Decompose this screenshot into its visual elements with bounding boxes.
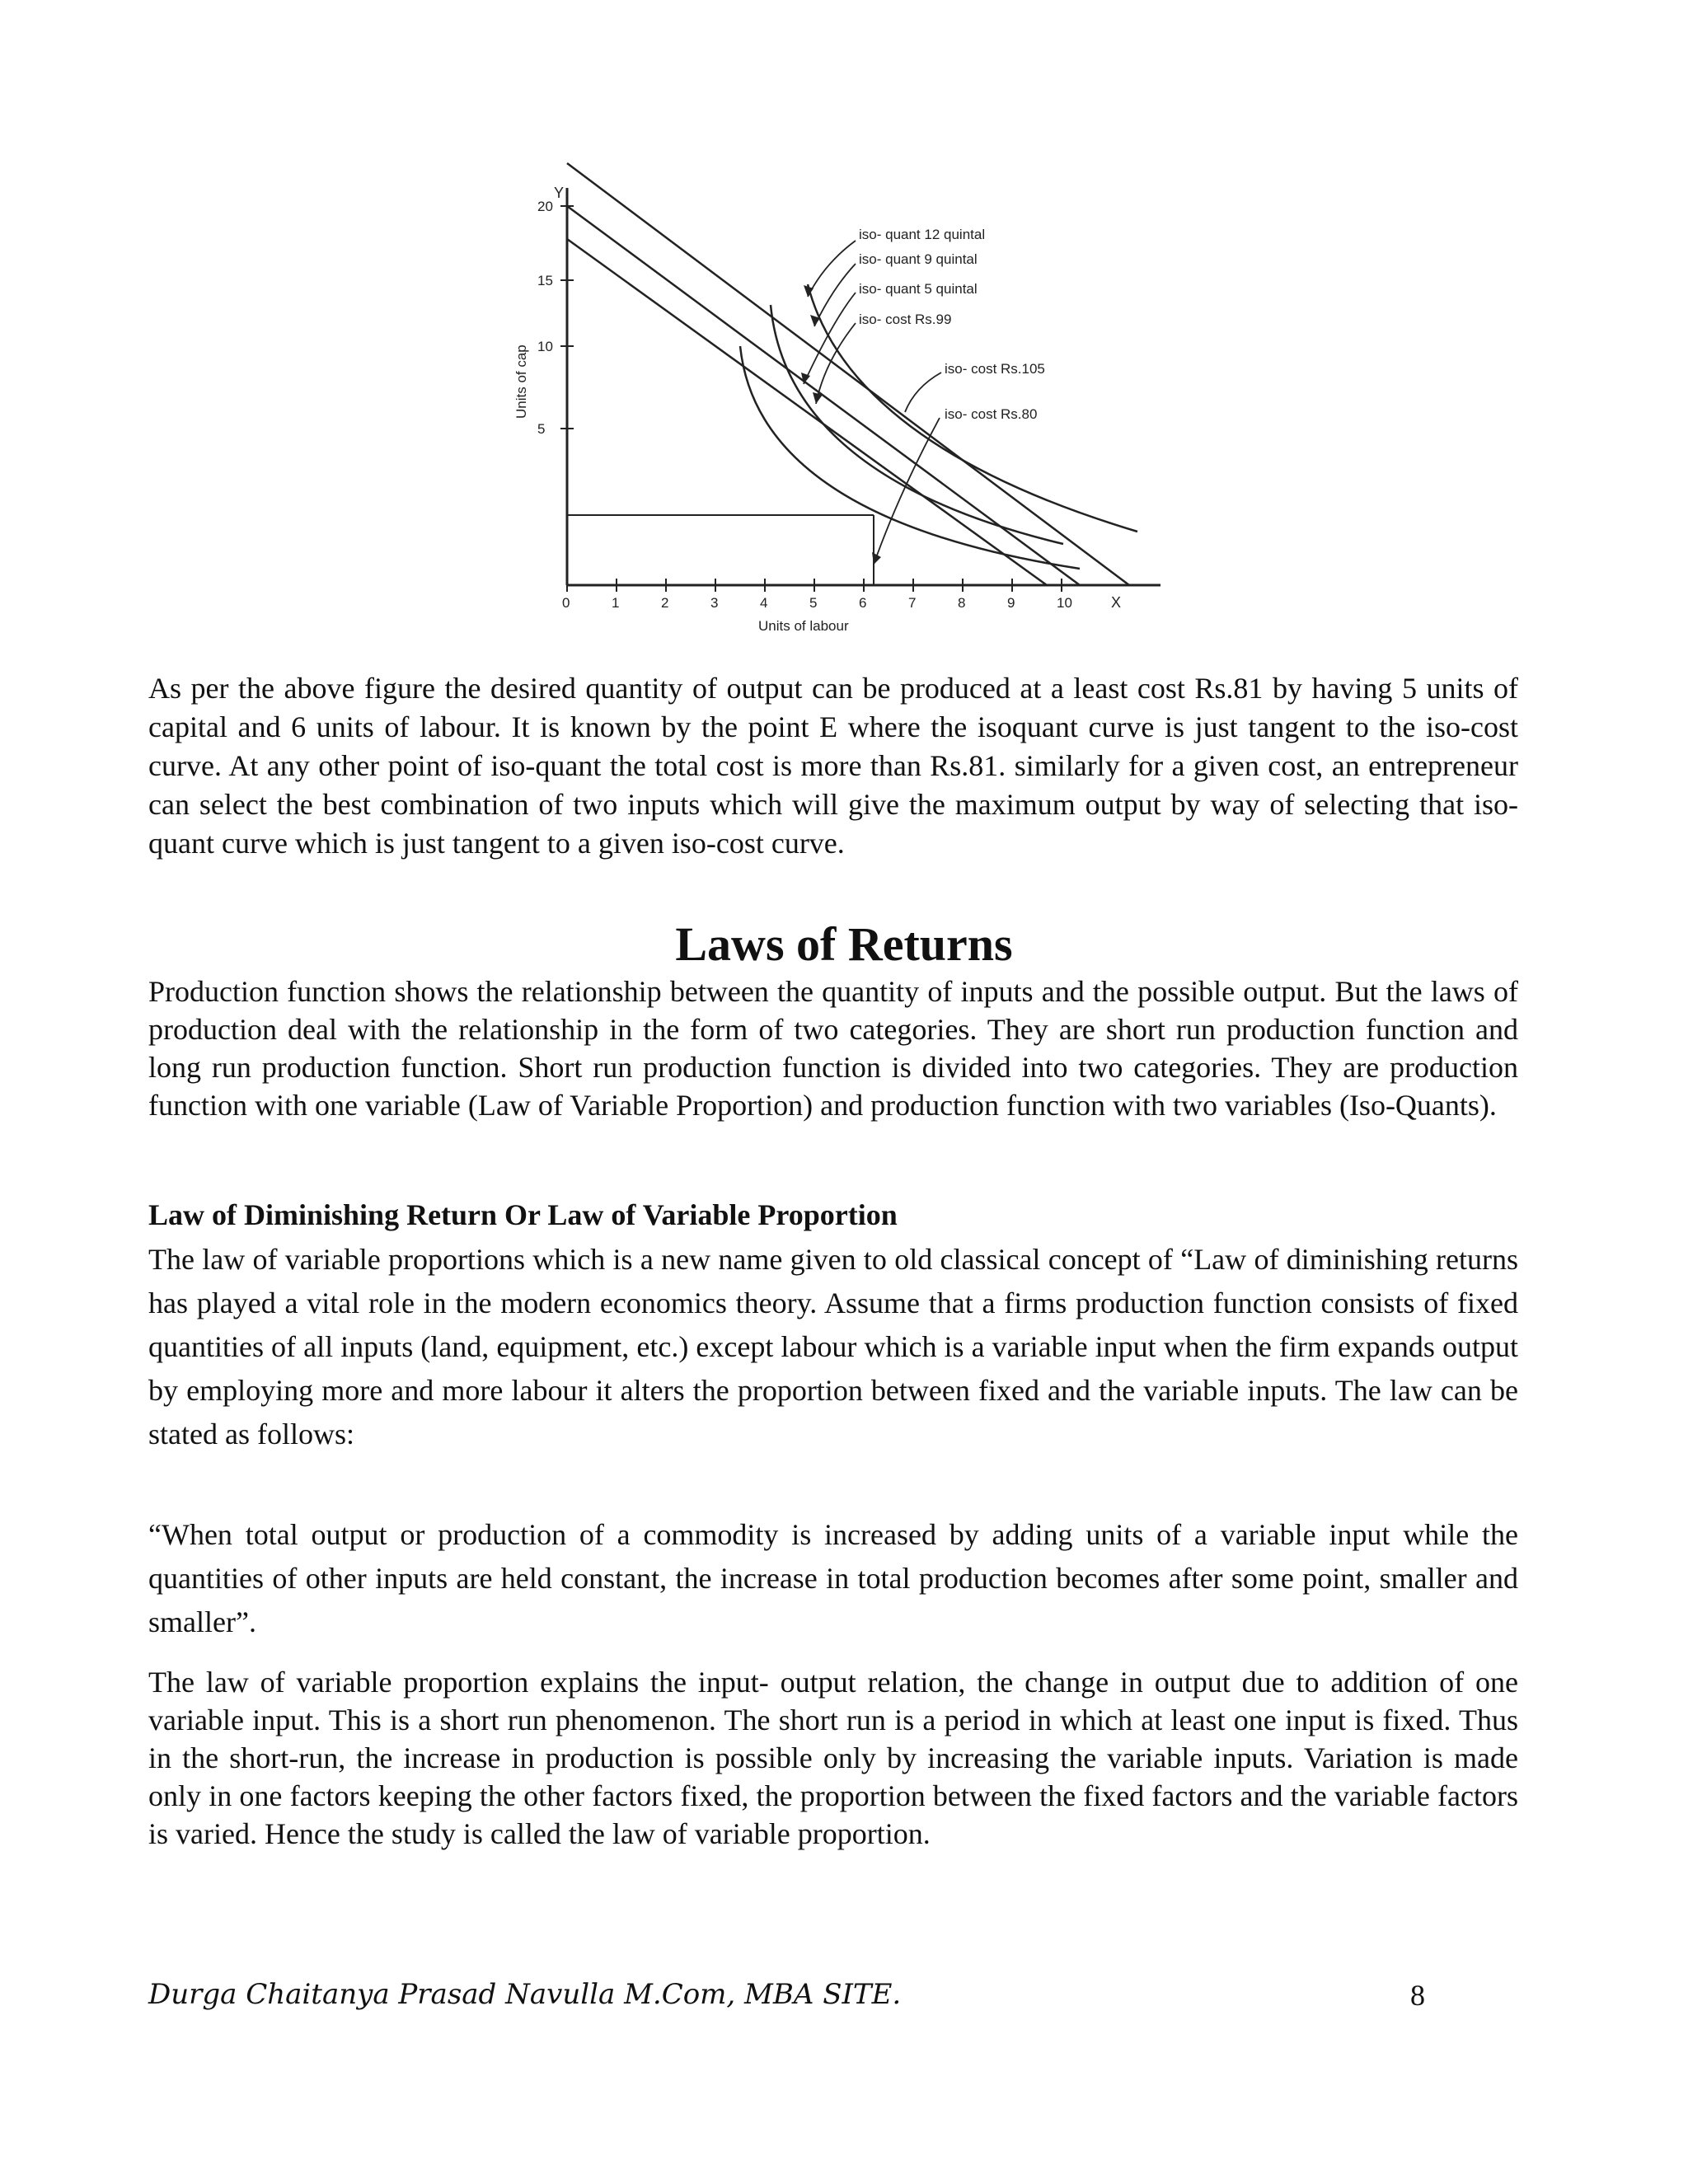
y-axis-title: Units of cap: [513, 344, 529, 419]
arrowhead: [804, 285, 814, 297]
y-tick-label: 20: [537, 199, 553, 214]
label-iso-quant-9: iso- quant 9 quintal: [859, 251, 978, 267]
x-axis-letter: X: [1111, 594, 1122, 611]
leader-ic105: [905, 373, 941, 412]
label-iso-cost-80: iso- cost Rs.80: [945, 406, 1038, 422]
paragraph-law-statement-quote: “When total output or production of a commodity is increased by adding units of a variable input while the quantities of other inputs are held constant, the increase in total production becomes after some point, smaller and smaller”.: [148, 1518, 1518, 1638]
paragraph-least-cost-combination: As per the above figure the desired quantity of output can be produced at a least cost Rs.81 by having 5 units of capital and 6 units of labour. It is known by the point E where the isoquant curve is just tangent to the iso-cost curve. At any other point of iso-quant the total cost is more than Rs.81. similarly for a given cost, an entrepreneur can select the best combination of two inputs which will give the maximum output by way of selecting that iso-quant curve which is just tangent to a given iso-cost curve.: [148, 672, 1518, 860]
leader-iq9: [814, 264, 856, 326]
section-heading: Laws of Returns: [675, 917, 1013, 971]
y-tick-label: 5: [537, 421, 546, 437]
x-axis-title: Units of labour: [758, 618, 849, 634]
iso-quant-curve-9: [771, 305, 1063, 544]
label-iso-quant-12: iso- quant 12 quintal: [859, 227, 986, 242]
isoquant-isocost-figure: [486, 148, 1212, 643]
y-tick-label: 10: [537, 339, 553, 354]
label-iso-quant-5: iso- quant 5 quintal: [859, 281, 978, 297]
y-tick-label: 15: [537, 273, 553, 288]
leader-ic99: [816, 323, 856, 404]
label-iso-cost-105: iso- cost Rs.105: [945, 361, 1045, 377]
x-tick-label: 2: [661, 595, 669, 611]
x-tick-label: 1: [612, 595, 620, 611]
x-tick-label: 8: [958, 595, 966, 611]
paragraph-production-function: Production function shows the relationship between the quantity of inputs and the possible output. But the laws of production deal with the relationship in the form of two categories. They are short run production function and long run production function. Short run production function is divided into two categories. They are production function with one variable (Law of Variable Proportion) and production function with two variables (Iso-Quants).: [148, 975, 1518, 1122]
x-tick-label: 3: [710, 595, 719, 611]
x-tick-label: 6: [859, 595, 867, 611]
paragraph-short-run-explanation: The law of variable proportion explains the input- output relation, the change in output due to addition of one variable input. This is a short run phenomenon. The short run is a period in which at least one input is fixed. Thus in the short-run, the increase in production is possible only by increasing the variable inputs. Variation is made only in one factors keeping the other factors fixed, the proportion between the fixed factors and the variable factors is varied. Hence the study is called the law of variable proportion.: [148, 1666, 1518, 1850]
label-iso-cost-99: iso- cost Rs.99: [859, 312, 952, 327]
x-tick-label: 5: [809, 595, 818, 611]
paragraph-law-of-variable-proportions: The law of variable proportions which is a new name given to old classical concept of “Law of diminishing returns has played a vital role in the modern economics theory. Assume that a firms production function consists of fixed quantities of all inputs (land, equipment, etc.) except labour which is a variable input when the firm expands output by employing more and more labour it alters the proportion between fixed and the variable inputs. The law can be stated as follows:: [148, 1243, 1518, 1451]
y-axis-letter: Y: [554, 185, 565, 201]
footer-author: Durga Chaitanya Prasad Navulla M.Com, MBA SITE.: [148, 1978, 902, 2011]
x-tick-label: 9: [1007, 595, 1015, 611]
page-number: 8: [1410, 1979, 1425, 2012]
x-tick-label: 10: [1057, 595, 1072, 611]
subsection-heading: Law of Diminishing Return Or Law of Variable Proportion: [148, 1198, 898, 1231]
x-tick-label: 0: [562, 595, 570, 611]
x-tick-label: 4: [760, 595, 768, 611]
x-tick-label: 7: [908, 595, 917, 611]
leader-iq12: [808, 241, 856, 297]
